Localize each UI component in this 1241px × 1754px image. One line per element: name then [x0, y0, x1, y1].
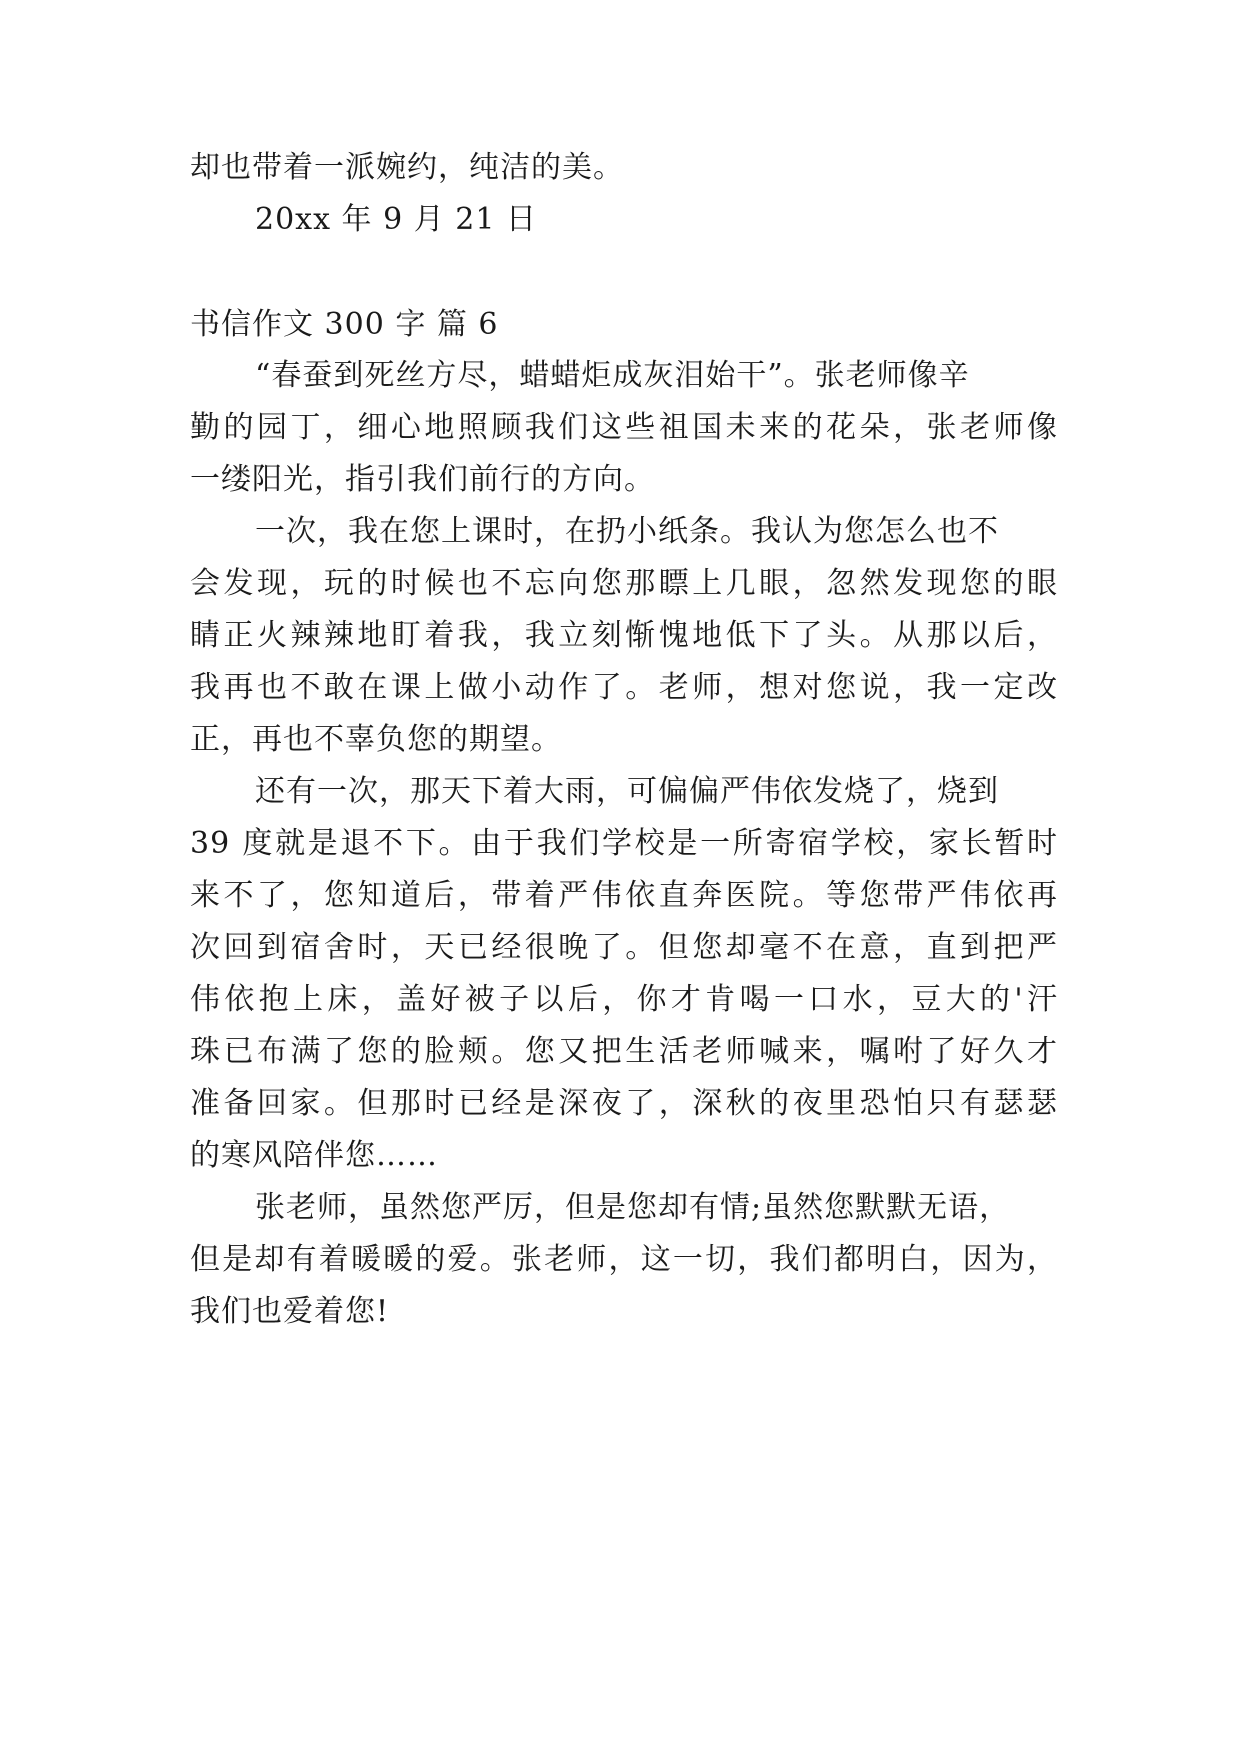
- paragraph-line: 正，再也不辜负您的期望。: [190, 722, 562, 757]
- paragraph-line: 我再也不敢在课上做小动作了。老师，想对您说，我一定改: [190, 670, 1058, 705]
- paragraph-line: 还有一次，那天下着大雨，可偏偏严伟依发烧了，烧到: [255, 774, 999, 809]
- paragraph-line: 一次，我在您上课时，在扔小纸条。我认为您怎么也不: [255, 514, 999, 549]
- paragraph-line: 但是却有着暖暖的爱。张老师，这一切，我们都明白，因为，: [190, 1242, 1058, 1277]
- paragraph-line: 勤的园丁，细心地照顾我们这些祖国未来的花朵，张老师像: [190, 410, 1058, 445]
- section-heading: 书信作文 300 字 篇 6: [190, 307, 499, 342]
- paragraph-line: 伟依抱上床，盖好被子以后，你才肯喝一口水，豆大的'汗: [190, 982, 1058, 1017]
- paragraph-line: 来不了，您知道后，带着严伟依直奔医院。等您带严伟依再: [190, 878, 1058, 913]
- paragraph-line: 张老师，虽然您严厉，但是您却有情;虽然您默默无语，: [255, 1190, 1011, 1225]
- paragraph-line: 次回到宿舍时，天已经很晚了。但您却毫不在意，直到把严: [190, 930, 1058, 965]
- paragraph-line: 睛正火辣辣地盯着我，我立刻惭愧地低下了头。从那以后，: [190, 618, 1058, 653]
- paragraph-line: 39 度就是退不下。由于我们学校是一所寄宿学校，家长暂时: [190, 826, 1058, 861]
- paragraph-line: 珠已布满了您的脸颊。您又把生活老师喊来，嘱咐了好久才: [190, 1034, 1058, 1069]
- date-line: 20xx 年 9 月 21 日: [255, 202, 537, 237]
- paragraph-line: 我们也爱着您!: [190, 1294, 390, 1329]
- paragraph-line: 的寒风陪伴您……: [190, 1138, 438, 1173]
- paragraph-line: 一缕阳光，指引我们前行的方向。: [190, 462, 655, 497]
- paragraph-line: 准备回家。但那时已经是深夜了，深秋的夜里恐怕只有瑟瑟: [190, 1086, 1058, 1121]
- paragraph-line: “春蚕到死丝方尽，蜡蜡炬成灰泪始干”。张老师像辛: [255, 358, 970, 393]
- text-line: 却也带着一派婉约，纯洁的美。: [190, 150, 624, 185]
- paragraph-line: 会发现，玩的时候也不忘向您那瞟上几眼，忽然发现您的眼: [190, 566, 1058, 601]
